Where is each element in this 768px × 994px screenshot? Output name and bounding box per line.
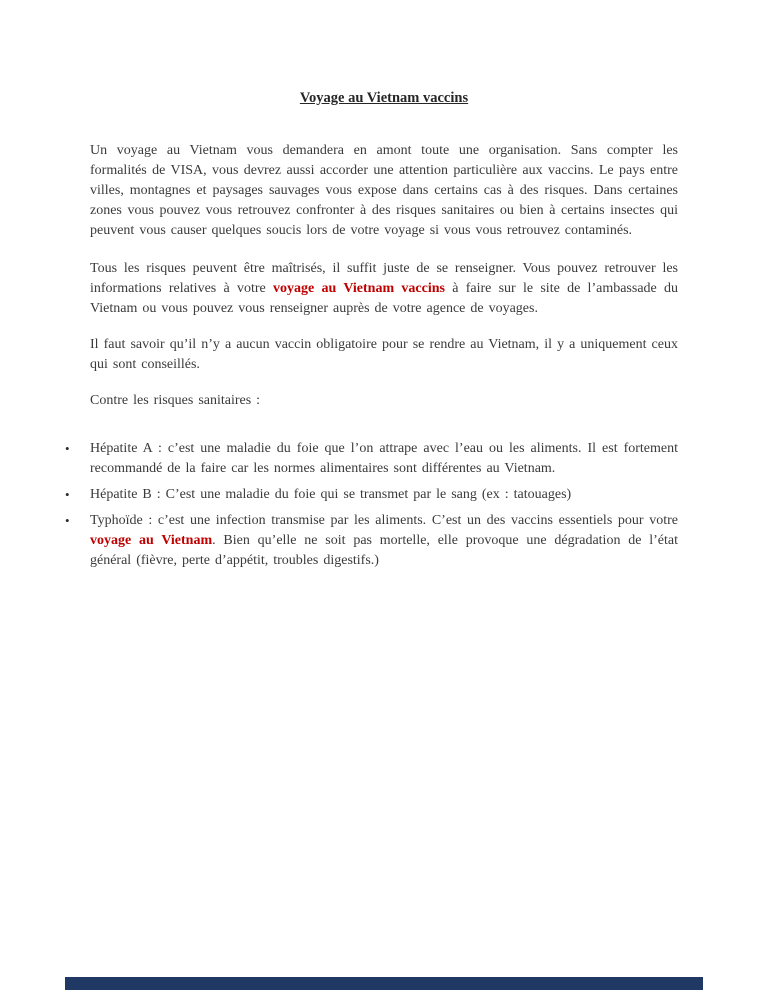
list-item-hepatite-b (90, 485, 678, 505)
vaccine-bullet-list (90, 439, 678, 571)
paragraph-information-sources (90, 259, 678, 319)
text-segment: Il faut savoir qu’il n’y a aucun vaccin obligatoire pour se rendre au Vietnam, il y a uniquement ceux qui sont conseillés. (90, 337, 678, 372)
document-title: Voyage au Vietnam vaccins (299, 90, 469, 106)
bottom-progress-bar (65, 977, 703, 990)
text-segment: Hépatite A : c’est une maladie du foie que l’on attrape avec l’eau ou les aliments. Il est fortement recommandé de la faire car les normes alimentaires sont différentes au Vietnam. (90, 441, 678, 476)
highlighted-keyword: voyage au Vietnam (90, 533, 213, 548)
text-segment: Contre les risques sanitaires : (90, 393, 261, 408)
text-segment: Un voyage au Vietnam vous demandera en amont toute une organisation. Sans compter les formalités de VISA, vous devrez aussi accorder une attention particulière aux vaccins. Le pays entre villes, montagnes et paysages sauvages vous expose dans certains cas à des risques. Dans certaines zones vous pouvez vous retrouvez confronter à des risques sanitaires ou bien à certains insectes qui peuvent vous causer quelques soucis lors de votre voyage si vous vous retrouvez contaminés. (90, 143, 678, 238)
text-segment: Hépatite B : C’est une maladie du foie qui se transmet par le sang (ex : tatouages) (90, 487, 572, 502)
list-item-hepatite-a (90, 439, 678, 479)
text-segment: à faire sur le site de l’ambassade du Vietnam ou vous pouvez vous renseigner auprès de votre agence de voyages. (90, 281, 679, 316)
highlighted-keyword: voyage au Vietnam vaccins (273, 281, 445, 296)
text-segment: Tous les risques peuvent être maîtrisés, il suffit juste de se renseigner. Vous pouvez retrouver les informations relatives à votre (90, 261, 678, 296)
paragraph-no-mandatory-vaccine (90, 335, 678, 375)
list-item-typhoide (90, 511, 678, 571)
paragraph-intro (90, 141, 678, 241)
paragraph-sanitary-risks-heading (90, 391, 678, 411)
text-segment: Typhoïde : c’est une infection transmise par les aliments. C’est un des vaccins essentiels pour votre (90, 513, 678, 528)
text-segment: . Bien qu’elle ne soit pas mortelle, elle provoque une dégradation de l’état général (fièvre, perte d’appétit, troubles digestifs.) (90, 533, 678, 568)
